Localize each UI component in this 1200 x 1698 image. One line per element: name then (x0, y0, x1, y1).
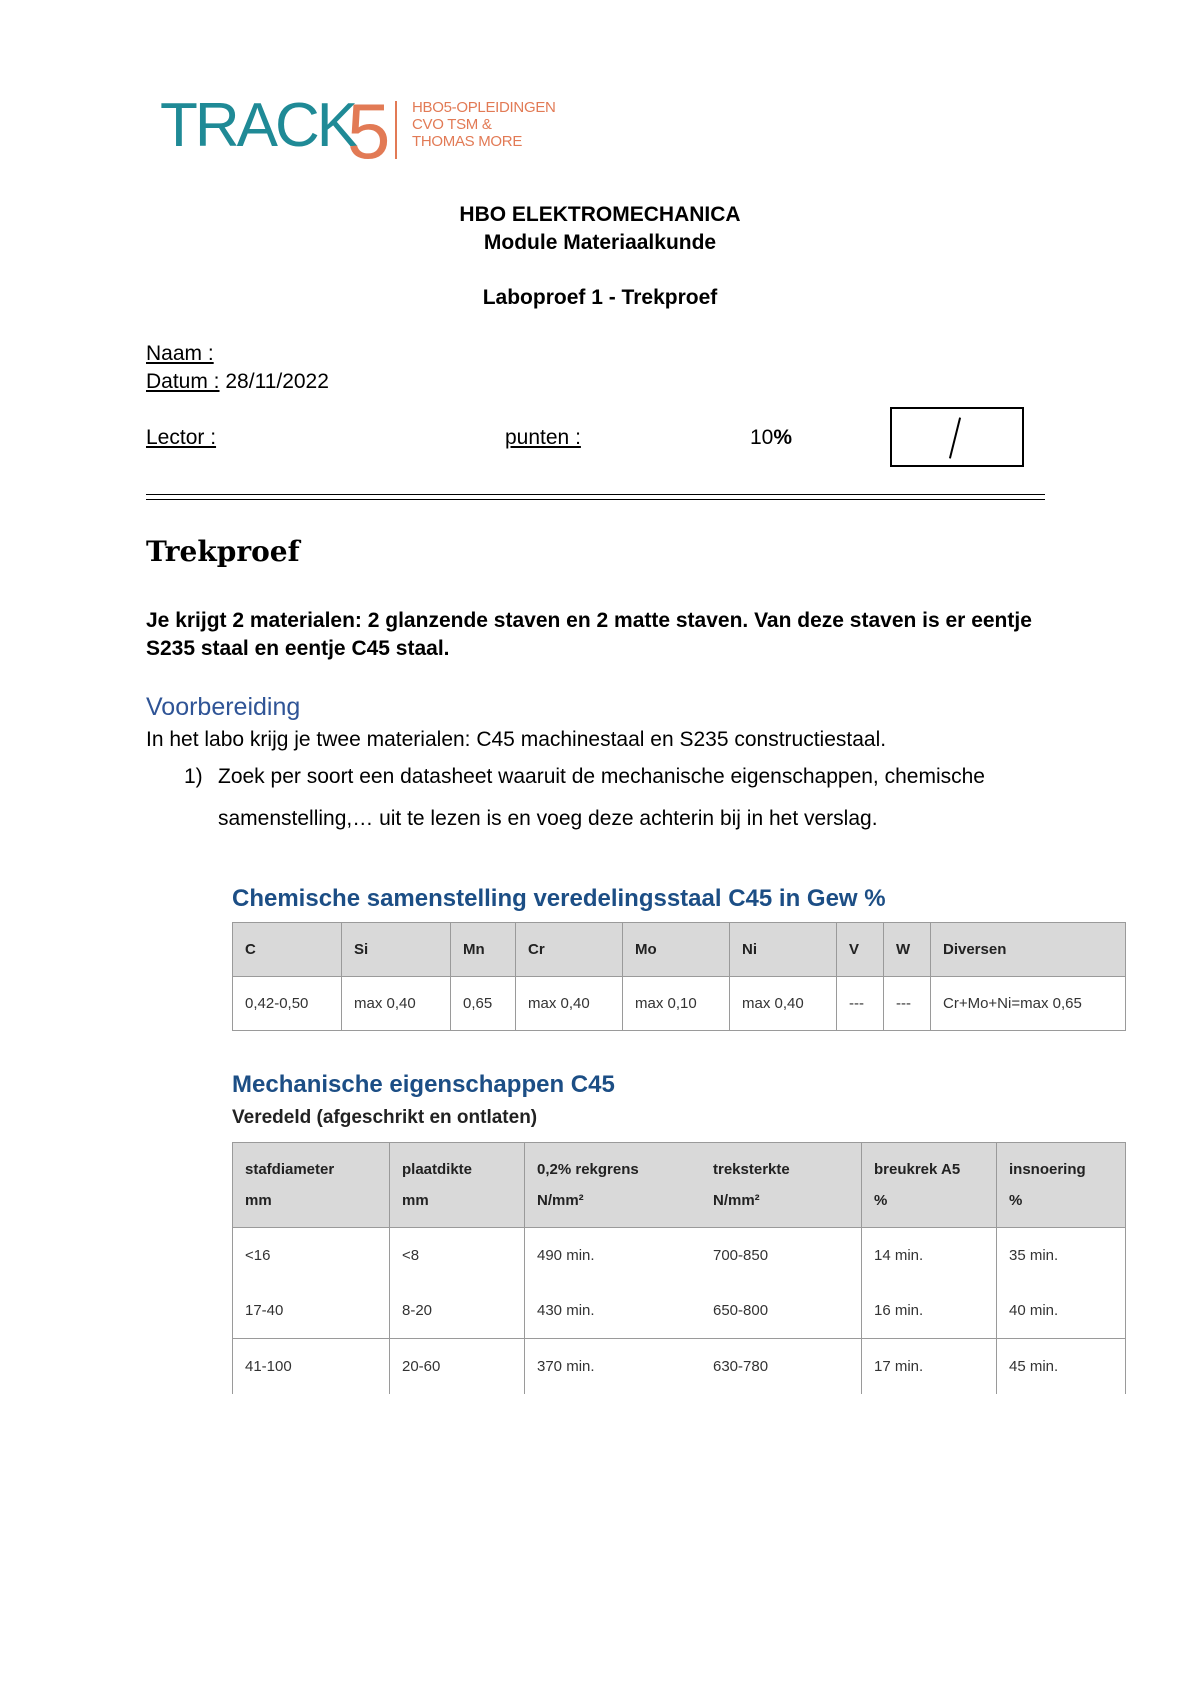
header-cell: Cr (516, 923, 623, 977)
logo-line-2: CVO TSM & (412, 116, 492, 133)
header-name: insnoering (1009, 1161, 1086, 1178)
prep-paragraph: In het labo krijg je twee materialen: C45 machinestaal en S235 constructiestaal. (146, 728, 887, 751)
table-cell: 650-800 (701, 1283, 862, 1339)
test-title: Laboproef 1 - Trekproef (482, 286, 718, 309)
chem-table-title: Chemische samenstelling veredelingsstaal C45 in Gew % (232, 885, 886, 912)
header-cell (701, 1143, 862, 1228)
table-row (233, 977, 1126, 1031)
header-cell (525, 1143, 702, 1228)
header-unit: mm (245, 1192, 272, 1209)
header-cell (862, 1143, 997, 1228)
mech-table-subtitle: Veredeld (afgeschrikt en ontlaten) (232, 1107, 538, 1128)
punten-label: punten : (505, 426, 581, 449)
header-unit: N/mm² (537, 1192, 584, 1209)
slash-mark (949, 417, 961, 458)
table-cell: 41-100 (233, 1339, 390, 1395)
chem-table (232, 922, 1126, 1031)
logo-subtitle (412, 99, 556, 150)
table-cell: --- (884, 977, 931, 1031)
table-cell: 35 min. (997, 1228, 1126, 1284)
table-cell: <16 (233, 1228, 390, 1284)
table-cell: 430 min. (525, 1283, 702, 1339)
table-cell: --- (837, 977, 884, 1031)
table-cell: 17 min. (862, 1339, 997, 1395)
header-cell: Diversen (931, 923, 1126, 977)
table-cell: max 0,40 (342, 977, 451, 1031)
header-cell: C (233, 923, 342, 977)
table-header-row (233, 923, 1126, 977)
naam-field (146, 342, 214, 366)
lector-label: Lector : (146, 426, 217, 449)
datum-value: 28/11/2022 (225, 370, 329, 393)
list-text: Zoek per soort een datasheet waaruit de mechanische eigenschappen, chemische samenstelling,… uit te lezen is en voeg deze achterin bij in het verslag. (218, 765, 985, 830)
table-cell: max 0,40 (516, 977, 623, 1031)
header-cell (233, 1143, 390, 1228)
datum-label: Datum : (146, 370, 220, 393)
header-name: breukrek A5 (874, 1161, 961, 1178)
header-cell: Mn (451, 923, 516, 977)
mech-table (232, 1142, 1126, 1394)
header-cell (997, 1143, 1126, 1228)
datum-field (146, 370, 329, 394)
table-cell: 8-20 (390, 1283, 525, 1339)
intro-paragraph: Je krijgt 2 materialen: 2 glanzende staven en 2 matte staven. Van deze staven is er eentje S235 staal en eentje C45 staal. (146, 609, 1032, 660)
table-cell: 45 min. (997, 1339, 1126, 1395)
table-cell: 20-60 (390, 1339, 525, 1395)
table-cell: max 0,10 (623, 977, 730, 1031)
logo-wordmark: TRACK (160, 91, 356, 160)
mech-table-title: Mechanische eigenschappen C45 (232, 1071, 615, 1098)
double-rule-divider (146, 494, 1045, 500)
table-row (233, 1283, 1126, 1339)
table-cell: 14 min. (862, 1228, 997, 1284)
subheading-voorbereiding: Voorbereiding (146, 693, 301, 721)
program-title: HBO ELEKTROMECHANICA (459, 203, 741, 226)
header-cell: Mo (623, 923, 730, 977)
table-row (233, 1228, 1126, 1284)
table-cell: 17-40 (233, 1283, 390, 1339)
header-cell: V (837, 923, 884, 977)
percent-number: 10 (750, 426, 774, 449)
header-unit: % (874, 1192, 888, 1209)
table-cell: 0,42-0,50 (233, 977, 342, 1031)
table-cell: 630-780 (701, 1339, 862, 1395)
module-title: Module Materiaalkunde (483, 231, 717, 254)
table-cell: 490 min. (525, 1228, 702, 1284)
logo-divider (395, 101, 397, 159)
table-cell: 16 min. (862, 1283, 997, 1339)
table-header-row (233, 1143, 1126, 1228)
header-unit: % (1009, 1192, 1023, 1209)
table-cell: 40 min. (997, 1283, 1126, 1339)
table-cell: 700-850 (701, 1228, 862, 1284)
header-name: treksterkte (713, 1161, 790, 1178)
table-cell: <8 (390, 1228, 525, 1284)
logo-line-3: THOMAS MORE (412, 133, 523, 150)
header-cell: Ni (730, 923, 837, 977)
table-cell: 370 min. (525, 1339, 702, 1395)
header-cell: W (884, 923, 931, 977)
logo-line-1: HBO5-OPLEIDINGEN (412, 99, 556, 116)
header-cell: Si (342, 923, 451, 977)
header-name: plaatdikte (402, 1161, 473, 1178)
table-cell: 0,65 (451, 977, 516, 1031)
header-name: stafdiameter (245, 1161, 335, 1178)
header-name: 0,2% rekgrens (537, 1161, 639, 1178)
table-cell: max 0,40 (730, 977, 837, 1031)
table-row (233, 1339, 1126, 1395)
track5-logo (160, 87, 580, 175)
header-cell (390, 1143, 525, 1228)
header-unit: N/mm² (713, 1192, 760, 1209)
score-box (890, 407, 1024, 467)
cropped-area (200, 1398, 1200, 1698)
logo-number: 5 (347, 87, 391, 175)
table-cell: Cr+Mo+Ni=max 0,65 (931, 977, 1126, 1031)
header-unit: mm (402, 1192, 429, 1209)
naam-label: Naam : (146, 342, 214, 365)
section-heading: Trekproef (146, 535, 300, 568)
percent-sign: % (773, 426, 793, 449)
list-number: 1) (184, 765, 203, 788)
percent-value (750, 426, 792, 450)
